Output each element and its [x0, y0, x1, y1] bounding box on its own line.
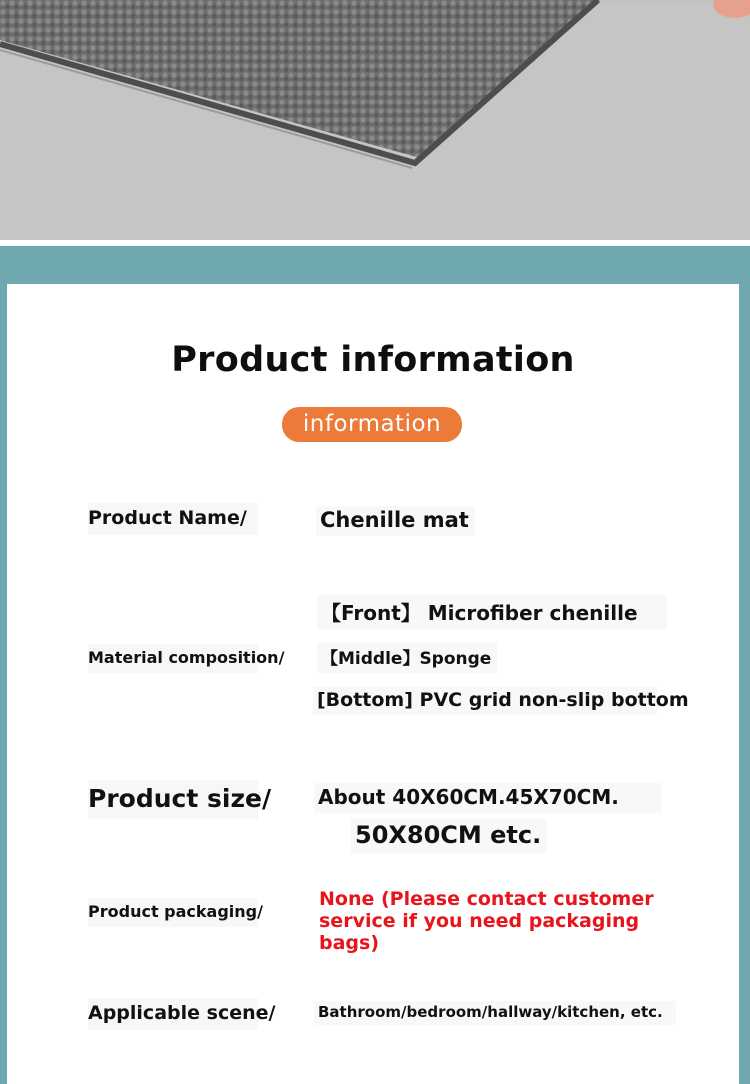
packaging-line1: None (Please contact customer — [319, 888, 654, 910]
scene-value: Bathroom/bedroom/hallway/kitchen, etc. — [314, 1001, 676, 1025]
scene-label: Applicable scene/ — [88, 998, 258, 1030]
packaging-value — [315, 886, 685, 958]
material-bottom: [Bottom] PVC grid non-slip bottom — [313, 687, 657, 715]
packaging-label: Product packaging/ — [88, 898, 258, 927]
packaging-line2: service if you need packaging bags) — [319, 910, 640, 954]
product-info-card — [7, 284, 739, 1084]
product-size-line2: 50X80CM etc. — [351, 819, 547, 853]
product-size-label: Product size/ — [88, 780, 258, 819]
divider-strip — [0, 240, 750, 246]
product-name-value: Chenille mat — [316, 506, 475, 536]
material-front: 【Front】 Microfiber chenille — [317, 595, 667, 630]
chenille-mat-image — [0, 0, 750, 240]
information-badge: information — [282, 407, 462, 442]
material-label: Material composition/ — [88, 644, 258, 673]
product-photo — [0, 0, 750, 240]
section-title: Product information — [171, 340, 575, 380]
product-name-label: Product Name/ — [88, 503, 258, 535]
product-size-line1: About 40X60CM.45X70CM. — [314, 783, 662, 813]
material-middle: 【Middle】Sponge — [317, 642, 497, 673]
